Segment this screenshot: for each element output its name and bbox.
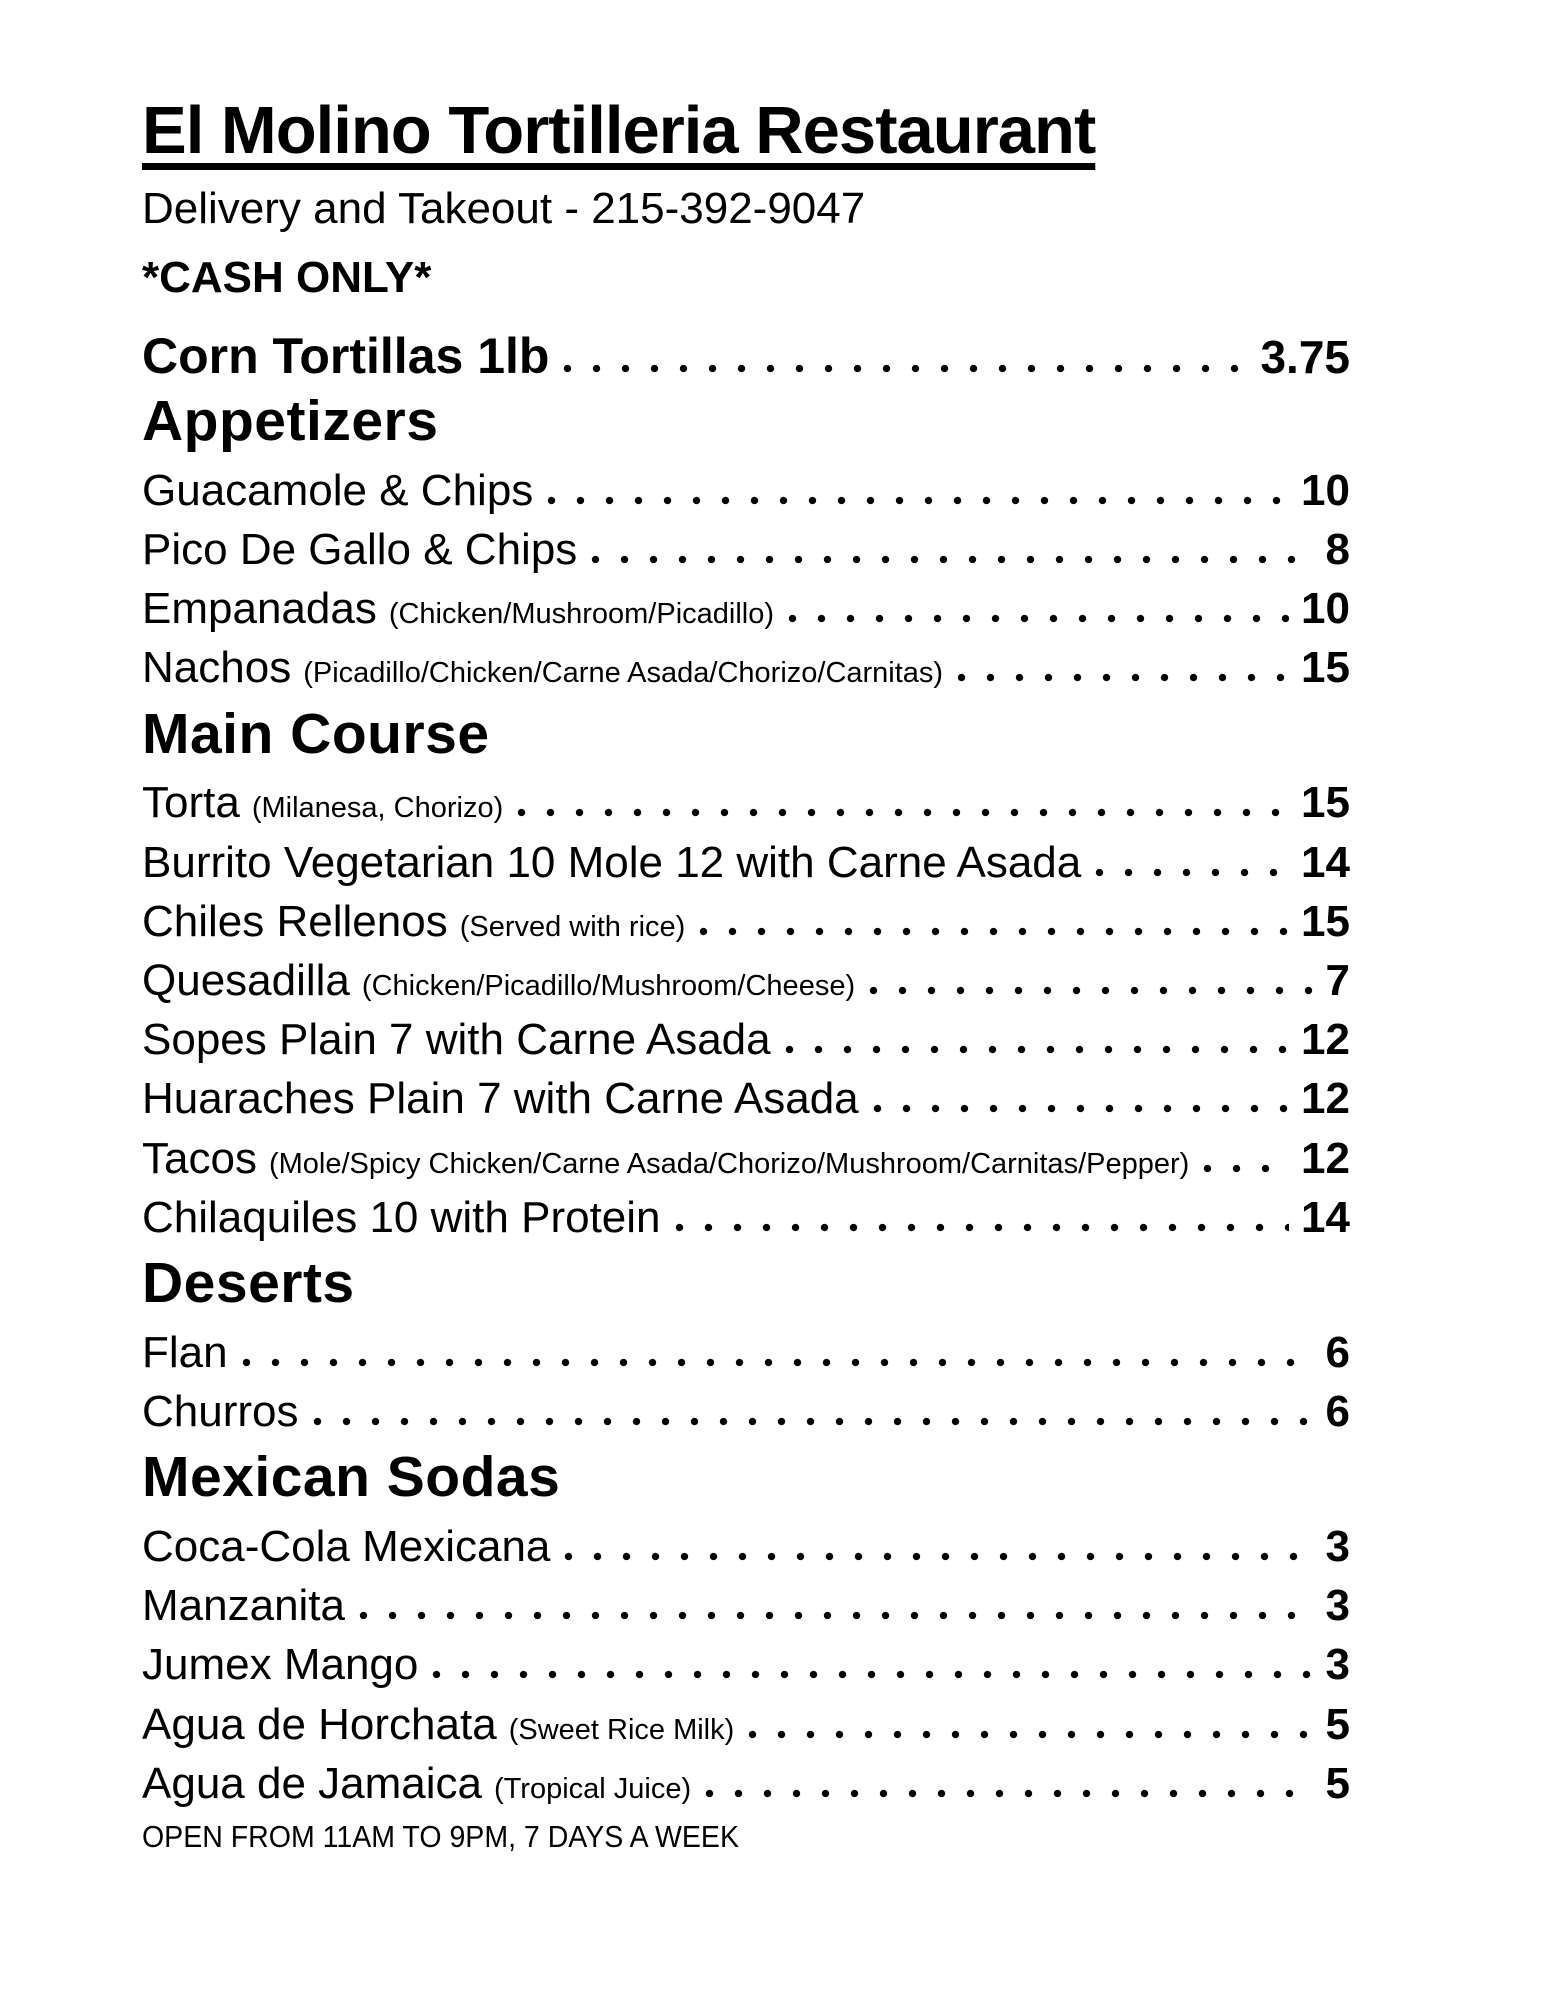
delivery-phone-line: Delivery and Takeout - 215-392-9047 [142,184,866,234]
dot-leader [957,673,1289,682]
section-heading: Appetizers [142,389,439,454]
menu-item-row [142,1583,1350,1629]
dot-leader [547,496,1289,505]
dot-leader [748,1730,1313,1739]
item-price: 5 [1325,1699,1350,1749]
section-heading: Mexican Sodas [142,1445,561,1510]
item-name: Churros [142,1387,299,1436]
menu-item-row [142,1327,1350,1377]
dot-leader [242,1358,1314,1367]
item-price: 12 [1301,1015,1350,1065]
item-name: Coca-Cola Mexicana [142,1522,551,1572]
dot-leader [785,1045,1289,1054]
item-price: 10 [1301,584,1350,634]
section-heading: Deserts [142,1250,355,1315]
item-name: Torta [142,778,240,828]
item-price: 7 [1325,956,1350,1006]
dot-leader [591,555,1313,564]
item-price: 15 [1301,643,1350,693]
item-price: 6 [1325,1327,1350,1377]
item-price: 15 [1301,778,1350,828]
item-note: (Served with rice) [459,910,686,943]
menu-item-row [142,780,1350,826]
dot-leader [705,1789,1313,1798]
item-price: 10 [1301,465,1350,515]
item-name: Tacos [142,1133,257,1183]
dot-leader [1095,868,1289,877]
menu-item-row [142,1133,1350,1183]
menu-item-row [142,586,1350,632]
item-name: Chiles Rellenos [142,896,448,946]
menu-item-row [142,1642,1350,1688]
item-price: 15 [1301,896,1350,946]
menu-item-row [142,837,1350,887]
dot-leader [1203,1164,1289,1173]
menu-item-row [142,1758,1350,1808]
menu-item-row [142,1699,1350,1749]
item-price: 12 [1301,1074,1350,1124]
item-name: Manzanita [142,1581,346,1631]
item-note: (Picadillo/Chicken/Carne Asada/Chorizo/Carnitas) [303,657,944,690]
item-price: 3 [1325,1522,1350,1572]
item-name: Agua de Jamaica [142,1758,482,1808]
section-heading: Main Course [142,701,490,766]
menu-item-row [142,527,1350,573]
item-name: Agua de Horchata [142,1699,497,1749]
item-name: Corn Tortillas 1lb [142,327,550,384]
menu-item-row [142,896,1350,946]
item-note: (Mole/Spicy Chicken/Carne Asada/Chorizo/Mushroom/Carnitas/Pepper) [268,1147,1190,1180]
item-price: 3.75 [1260,330,1350,383]
dot-leader [869,986,1313,995]
dot-leader [675,1223,1290,1232]
dot-leader [313,1417,1314,1426]
item-note: (Chicken/Picadillo/Mushroom/Cheese) [361,970,856,1003]
menu-item-row [142,1524,1350,1570]
dot-leader [563,364,1248,373]
item-price: 5 [1325,1758,1350,1808]
item-note: (Sweet Rice Milk) [508,1713,735,1746]
item-price: 14 [1301,837,1350,887]
item-name: Chilaquiles 10 with Protein [142,1192,661,1242]
item-price: 3 [1325,1581,1350,1631]
menu-item-row [142,327,1350,384]
item-name: Burrito Vegetarian 10 Mole 12 with Carne Asada [142,837,1082,887]
item-note: (Tropical Juice) [494,1772,692,1805]
item-price: 6 [1325,1387,1350,1436]
dot-leader [432,1670,1313,1679]
dot-leader [873,1104,1289,1113]
cash-only-note: *CASH ONLY* [142,252,432,302]
menu-item-row [142,645,1350,691]
menu-item-row [142,958,1350,1004]
item-price: 12 [1301,1133,1350,1183]
item-name: Empanadas [142,584,377,634]
item-name: Guacamole & Chips [142,465,534,515]
dot-leader [564,1552,1313,1561]
item-name: Flan [142,1327,228,1377]
dot-leader [699,927,1289,936]
menu-item-row [142,1017,1350,1063]
menu-sections [142,327,1350,1808]
item-price: 14 [1301,1192,1350,1242]
item-price: 8 [1325,525,1350,575]
item-name: Pico De Gallo & Chips [142,525,578,575]
menu-item-row [142,1389,1350,1435]
hours-note: OPEN FROM 11AM TO 9PM, 7 DAYS A WEEK [142,1818,739,1854]
dot-leader [359,1611,1314,1620]
item-note: (Chicken/Mushroom/Picadillo) [388,598,775,631]
item-name: Sopes Plain 7 with Carne Asada [142,1015,771,1065]
item-note: (Milanesa, Chorizo) [251,792,504,825]
menu-item-row [142,465,1350,515]
dot-leader [517,808,1289,817]
item-price: 3 [1325,1640,1350,1690]
menu-item-row [142,1192,1350,1242]
page-title: El Molino Tortilleria Restaurant [142,93,1096,168]
menu-item-row [142,1076,1350,1122]
item-name: Nachos [142,643,292,693]
item-name: Jumex Mango [142,1640,419,1690]
dot-leader [788,614,1289,623]
item-name: Huaraches Plain 7 with Carne Asada [142,1074,859,1124]
item-name: Quesadilla [142,956,350,1006]
